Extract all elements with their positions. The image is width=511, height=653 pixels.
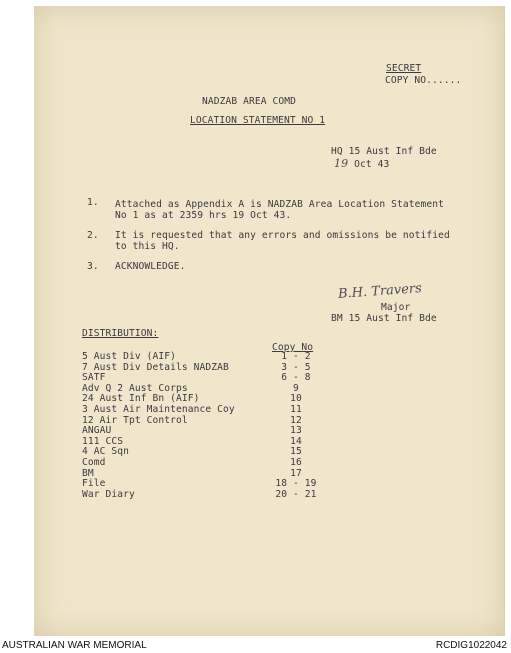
distribution-recipient: File [82,478,106,490]
distribution-recipient: SATF [82,372,106,384]
distribution-recipient: 12 Air Tpt Control [82,414,188,426]
distribution-recipient: Comd [82,457,106,468]
archive-name: AUSTRALIAN WAR MEMORIAL [2,640,147,651]
document-unit-title: NADZAB AREA COMD [202,96,297,107]
distribution-copy-number: 20 - 21 [275,488,317,500]
paragraph-3-line-1: ACKNOWLEDGE. [115,261,186,272]
copy-number-label: COPY NO...... [385,75,462,86]
handwritten-signature: B.H. Travers [337,281,423,302]
distribution-recipient: Adv Q 2 Aust Corps [82,382,188,394]
distribution-copy-number: 10 [290,393,302,405]
distribution-recipient: ANGAU [82,425,112,437]
archive-reference: RCDIG1022042 [435,640,507,651]
distribution-copy-number: 13 [290,425,302,437]
distribution-recipient: BM [82,467,94,479]
distribution-recipient: 111 CCS [82,435,124,447]
archive-footer [0,637,511,653]
distribution-copy-number: 18 - 19 [275,478,317,490]
signatory-rank: Major [381,302,411,313]
paragraph-2-number: 2. [87,230,99,241]
paragraph-2-line-1: It is requested that any errors and omissions be notified [115,230,450,241]
distribution-copy-number: 11 [290,404,302,415]
distribution-recipient: 5 Aust Div (AIF) [82,351,177,362]
distribution-copy-number: 17 [290,467,302,479]
distribution-copy-number: 1 - 2 [281,351,311,362]
distribution-recipient: 24 Aust Inf Bn (AIF) [82,393,200,405]
distribution-copy-number: 14 [290,435,302,447]
distribution-recipient: 3 Aust Air Maintenance Coy [82,404,235,415]
paragraph-1-number: 1. [87,197,99,208]
distribution-copy-number: 3 - 5 [281,361,311,373]
paragraph-1-line-1: Attached as Appendix A is NADZAB Area Location Statement [115,199,445,210]
copy-number-header: Copy No [272,342,314,353]
date-month-year: Oct 43 [354,159,390,170]
handwritten-day: 19 [334,157,349,170]
distribution-copy-number: 15 [290,446,302,458]
distribution-recipient: 4 AC Sqn [82,446,130,458]
signatory-appointment: BM 15 Aust Inf Bde [331,313,437,324]
distribution-copy-number: 9 [293,382,299,394]
paragraph-3-number: 3. [87,261,99,272]
distribution-recipient: War Diary [82,488,135,500]
distribution-copy-number: 16 [290,457,302,468]
document-date [334,157,389,170]
distribution-copy-number: 12 [290,414,302,426]
document-title: LOCATION STATEMENT NO 1 [190,115,326,126]
originating-hq: HQ 15 Aust Inf Bde [331,146,437,157]
distribution-copy-number: 6 - 8 [281,372,311,384]
distribution-heading: DISTRIBUTION: [82,328,159,339]
classification-label: SECRET [386,63,422,74]
distribution-recipient: 7 Aust Div Details NADZAB [82,361,229,373]
paragraph-2-line-2: to this HQ. [115,241,180,252]
paragraph-1-line-2: No 1 as at 2359 hrs 19 Oct 43. [115,210,292,221]
